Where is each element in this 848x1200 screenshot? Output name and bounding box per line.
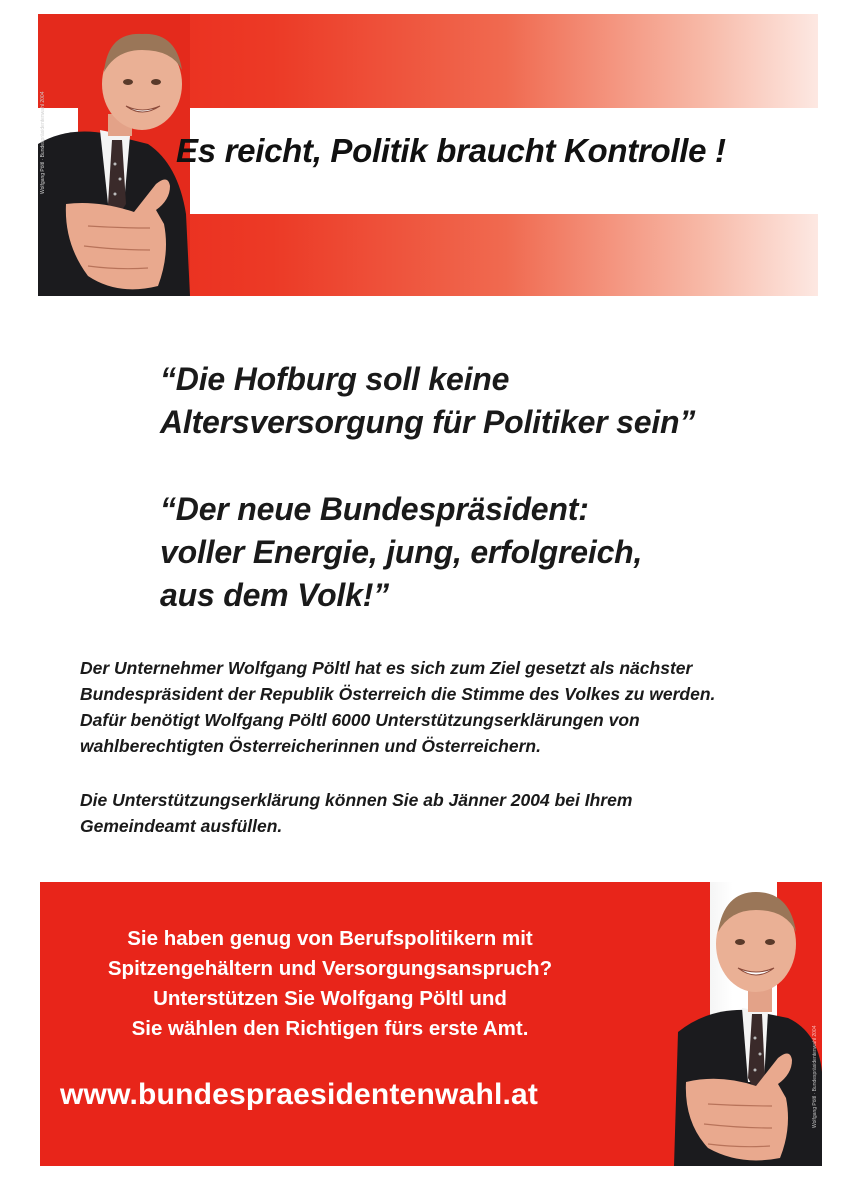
quote-line: voller Energie, jung, erfolgreich,	[160, 534, 643, 570]
bottom-banner	[40, 882, 822, 1166]
body-line: Dafür benötigt Wolfgang Pöltl 6000 Unterstützungserklärungen von	[80, 710, 640, 730]
photo-credit-bottom: Wolfgang Pöltl · Bundespräsidentenwahl 2004	[812, 1025, 818, 1128]
appeal-line: Sie wählen den Richtigen fürs erste Amt.	[131, 1017, 529, 1040]
quote-line: Altersversorgung für Politiker sein”	[160, 404, 696, 440]
appeal-text	[40, 924, 620, 1044]
quote-bundespraesident	[160, 488, 642, 617]
banner-headline: Es reicht, Politik braucht Kontrolle !	[176, 132, 726, 169]
body-line: Gemeindeamt ausfüllen.	[80, 816, 283, 836]
quote-line: aus dem Volk!”	[160, 577, 389, 613]
appeal-line: Sie haben genug von Berufspolitikern mit	[127, 927, 533, 950]
photo-credit-top: Wolfgang Pöltl · Bundespräsidentenwahl 2004	[40, 91, 46, 194]
body-line: Bundespräsident der Republik Österreich die Stimme des Volkes zu werden.	[80, 684, 716, 704]
campaign-url: www.bundespraesidentenwahl.at	[60, 1078, 539, 1111]
candidate-photo-top	[38, 14, 190, 296]
body-line: Die Unterstützungserklärung können Sie ab Jänner 2004 bei Ihrem	[80, 790, 633, 810]
quote-line: “Der neue Bundespräsident:	[160, 491, 589, 527]
body-line: wahlberechtigten Österreicherinnen und Österreichern.	[80, 736, 541, 756]
body-line: Der Unternehmer Wolfgang Pöltl hat es sich zum Ziel gesetzt als nächster	[80, 658, 693, 678]
quote-line: “Die Hofburg soll keine	[160, 361, 510, 397]
quote-hofburg	[160, 358, 695, 444]
top-banner	[38, 14, 818, 296]
candidate-photo-bottom	[668, 882, 822, 1166]
body-paragraph-intro	[80, 655, 820, 759]
appeal-line: Unterstützen Sie Wolfgang Pöltl und	[153, 987, 507, 1010]
appeal-line: Spitzengehältern und Versorgungsanspruch?	[107, 957, 553, 980]
body-paragraph-instructions	[80, 787, 820, 839]
